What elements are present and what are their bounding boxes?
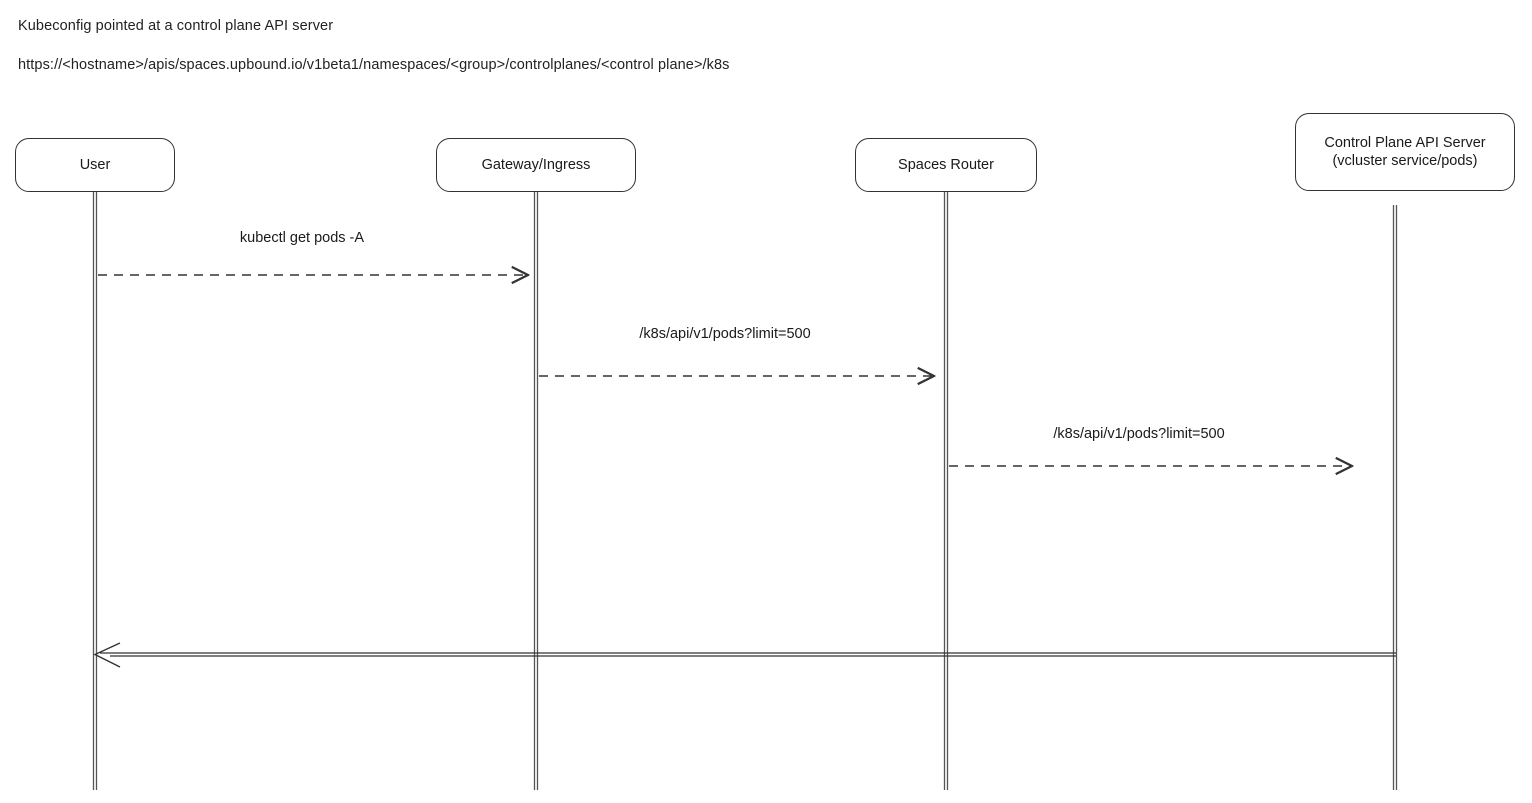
lifeline-apiserver — [1394, 205, 1397, 790]
lifeline-gateway — [535, 192, 538, 790]
lifeline-user — [94, 192, 97, 790]
note-kubeconfig-title: Kubeconfig pointed at a control plane API server — [18, 18, 334, 34]
actor-router-label: Spaces Router — [898, 156, 994, 173]
actor-user-label: User — [79, 156, 111, 173]
actor-user[interactable] — [15, 138, 175, 192]
actor-gateway-label: Gateway/Ingress — [481, 156, 591, 173]
actor-apiserver-label-line2: (vcluster service/pods) — [1332, 153, 1478, 169]
actor-spaces-router[interactable] — [855, 138, 1037, 192]
actor-control-plane-api-server[interactable] — [1295, 113, 1515, 191]
note-apiserver-url: https://<hostname>/apis/spaces.upbound.io/v1beta1/namespaces/<group>/controlplanes/<control plane>/k8s — [18, 57, 730, 73]
message-label-kubectl-get-pods: kubectl get pods -A — [239, 230, 365, 246]
lifeline-router — [945, 192, 948, 790]
message-label-router-to-apiserver: /k8s/api/v1/pods?limit=500 — [1053, 426, 1225, 442]
message-label-gateway-to-router: /k8s/api/v1/pods?limit=500 — [639, 326, 811, 342]
actor-apiserver-label-line1: Control Plane API Server — [1324, 134, 1486, 151]
actor-gateway-ingress[interactable] — [436, 138, 636, 192]
message-arrow-response-to-user — [95, 643, 1396, 667]
